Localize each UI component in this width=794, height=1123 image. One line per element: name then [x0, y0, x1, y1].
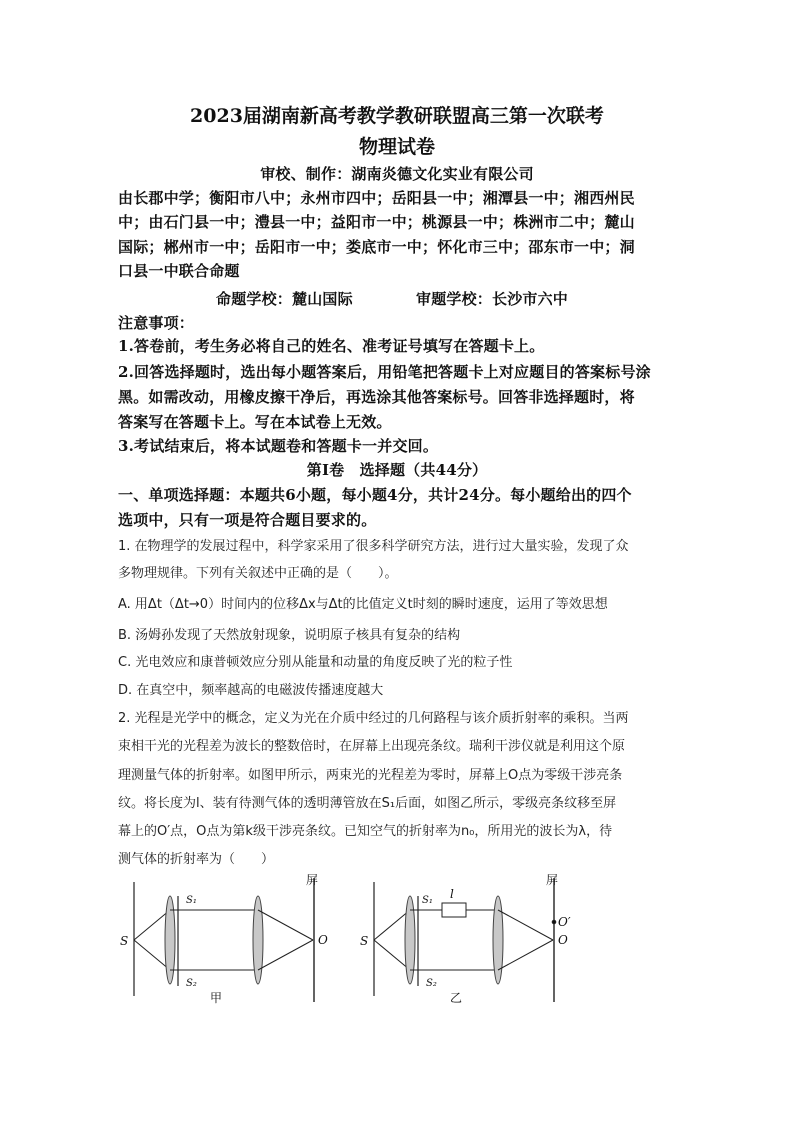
right-lens-2 [493, 896, 503, 984]
exam-subtitle: 物理试卷 [358, 136, 435, 158]
q1-option-c: C. 光电效应和康普顿效应分别从能量和动量的角度反映了光的粒子性 [118, 655, 513, 670]
notice-line-1: 1.答卷前，考生务必将自己的姓名、准考证号填写在答题卡上。 [118, 337, 545, 355]
q2-stem-5: 幕上的O′点，O点为第k级干涉亮条纹。已知空气的折射率为n₀，所用光的波长为λ，待 [118, 824, 613, 839]
interferometer-figure [110, 868, 590, 1018]
left-ray-up-2 [258, 910, 313, 940]
schools-line-2: 中；由石门县一中；澧县一中；益阳市一中；桃源县一中；株洲市二中；麓山 [118, 213, 635, 231]
left-label-s: S [120, 934, 129, 948]
right-label-o-prime: O′ [558, 915, 571, 929]
gas-tube [442, 903, 466, 917]
reviewer-school: 审题学校：长沙市六中 [416, 290, 569, 308]
left-ray-down-2 [258, 940, 313, 970]
right-caption: 乙 [450, 991, 463, 1005]
left-lens-2 [253, 896, 263, 984]
left-label-o: O [318, 933, 328, 947]
q1-option-b: B. 汤姆孙发现了天然放射现象，说明原子核具有复杂的结构 [118, 628, 461, 643]
left-caption: 甲 [210, 991, 223, 1005]
q1-option-d: D. 在真空中，频率越高的电磁波传播速度越大 [118, 683, 384, 698]
right-label-o: O [558, 933, 568, 947]
section-intro-2: 选项中，只有一项是符合题目要求的。 [118, 511, 377, 529]
right-label-s2: S₂ [426, 978, 437, 989]
schools-line-1: 由长郡中学；衡阳市八中；永州市四中；岳阳县一中；湘潭县一中；湘西州民 [118, 189, 635, 207]
right-label-l: l [450, 887, 454, 901]
right-label-s: S [360, 934, 369, 948]
q2-stem-6: 测气体的折射率为（ ） [118, 852, 275, 867]
figure-left [120, 873, 328, 1005]
q2-stem-4: 纹。将长度为l、装有待测气体的透明薄管放在S₁后面，如图乙所示，零级亮条纹移至屏 [118, 796, 617, 811]
q2-stem-2: 束相干光的光程差为波长的整数倍时，在屏幕上出现亮条纹。瑞利干涉仪就是利用这个原 [118, 739, 626, 754]
right-ray-down-2 [498, 940, 553, 970]
schools-line-3: 国际；郴州市一中；岳阳市一中；娄底市一中；怀化市三中；邵东市一中；洞 [118, 238, 635, 256]
q2-stem-3: 理测量气体的折射率。如图甲所示，两束光的光程差为零时，屏幕上O点为零级干涉亮条 [118, 768, 623, 783]
section-title: 第Ⅰ卷 选择题（共44分） [306, 461, 488, 479]
left-label-screen: 屏 [306, 873, 319, 887]
right-lens-1 [405, 896, 415, 984]
left-label-s2: S₂ [186, 978, 197, 989]
right-label-screen: 屏 [546, 873, 559, 887]
section-intro-1: 一、单项选择题：本题共6小题，每小题4分，共计24分。每小题给出的四个 [118, 486, 632, 504]
q1-option-a: A. 用Δt（Δt→0）时间内的位移Δx与Δt的比值定义t时刻的瞬时速度，运用了等效思想 [118, 597, 608, 612]
producer-line: 审校、制作：湖南炎德文化实业有限公司 [260, 165, 534, 183]
notice-line-5: 3.考试结束后，将本试题卷和答题卡一并交回。 [118, 437, 439, 455]
q2-stem-1: 2. 光程是光学中的概念，定义为光在介质中经过的几何路程与该介质折射率的乘积。当两 [118, 711, 629, 726]
left-label-s1: S₁ [186, 895, 197, 906]
proposer-school: 命题学校：麓山国际 [216, 290, 353, 308]
schools-line-4: 口县一中联合命题 [118, 262, 240, 280]
right-label-s1: S₁ [422, 895, 433, 906]
right-point-o-prime [552, 920, 556, 924]
notice-line-2: 2.回答选择题时，选出每小题答案后，用铅笔把答题卡上对应题目的答案标号涂 [118, 363, 651, 381]
exam-title: 2023届湖南新高考教学教研联盟高三第一次联考 [190, 105, 604, 127]
q1-stem-2: 多物理规律。下列有关叙述中正确的是（ ）。 [118, 566, 398, 581]
notice-heading: 注意事项： [118, 314, 195, 332]
figure-right [360, 873, 571, 1005]
left-lens-1 [165, 896, 175, 984]
notice-line-3: 黑。如需改动，用橡皮擦干净后，再选涂其他答案标号。回答非选择题时，将 [118, 388, 635, 406]
notice-line-4: 答案写在答题卡上。写在本试卷上无效。 [118, 413, 392, 431]
right-ray-up-2 [498, 910, 553, 940]
q1-stem-1: 1. 在物理学的发展过程中，科学家采用了很多科学研究方法，进行过大量实验，发现了众 [118, 539, 629, 554]
